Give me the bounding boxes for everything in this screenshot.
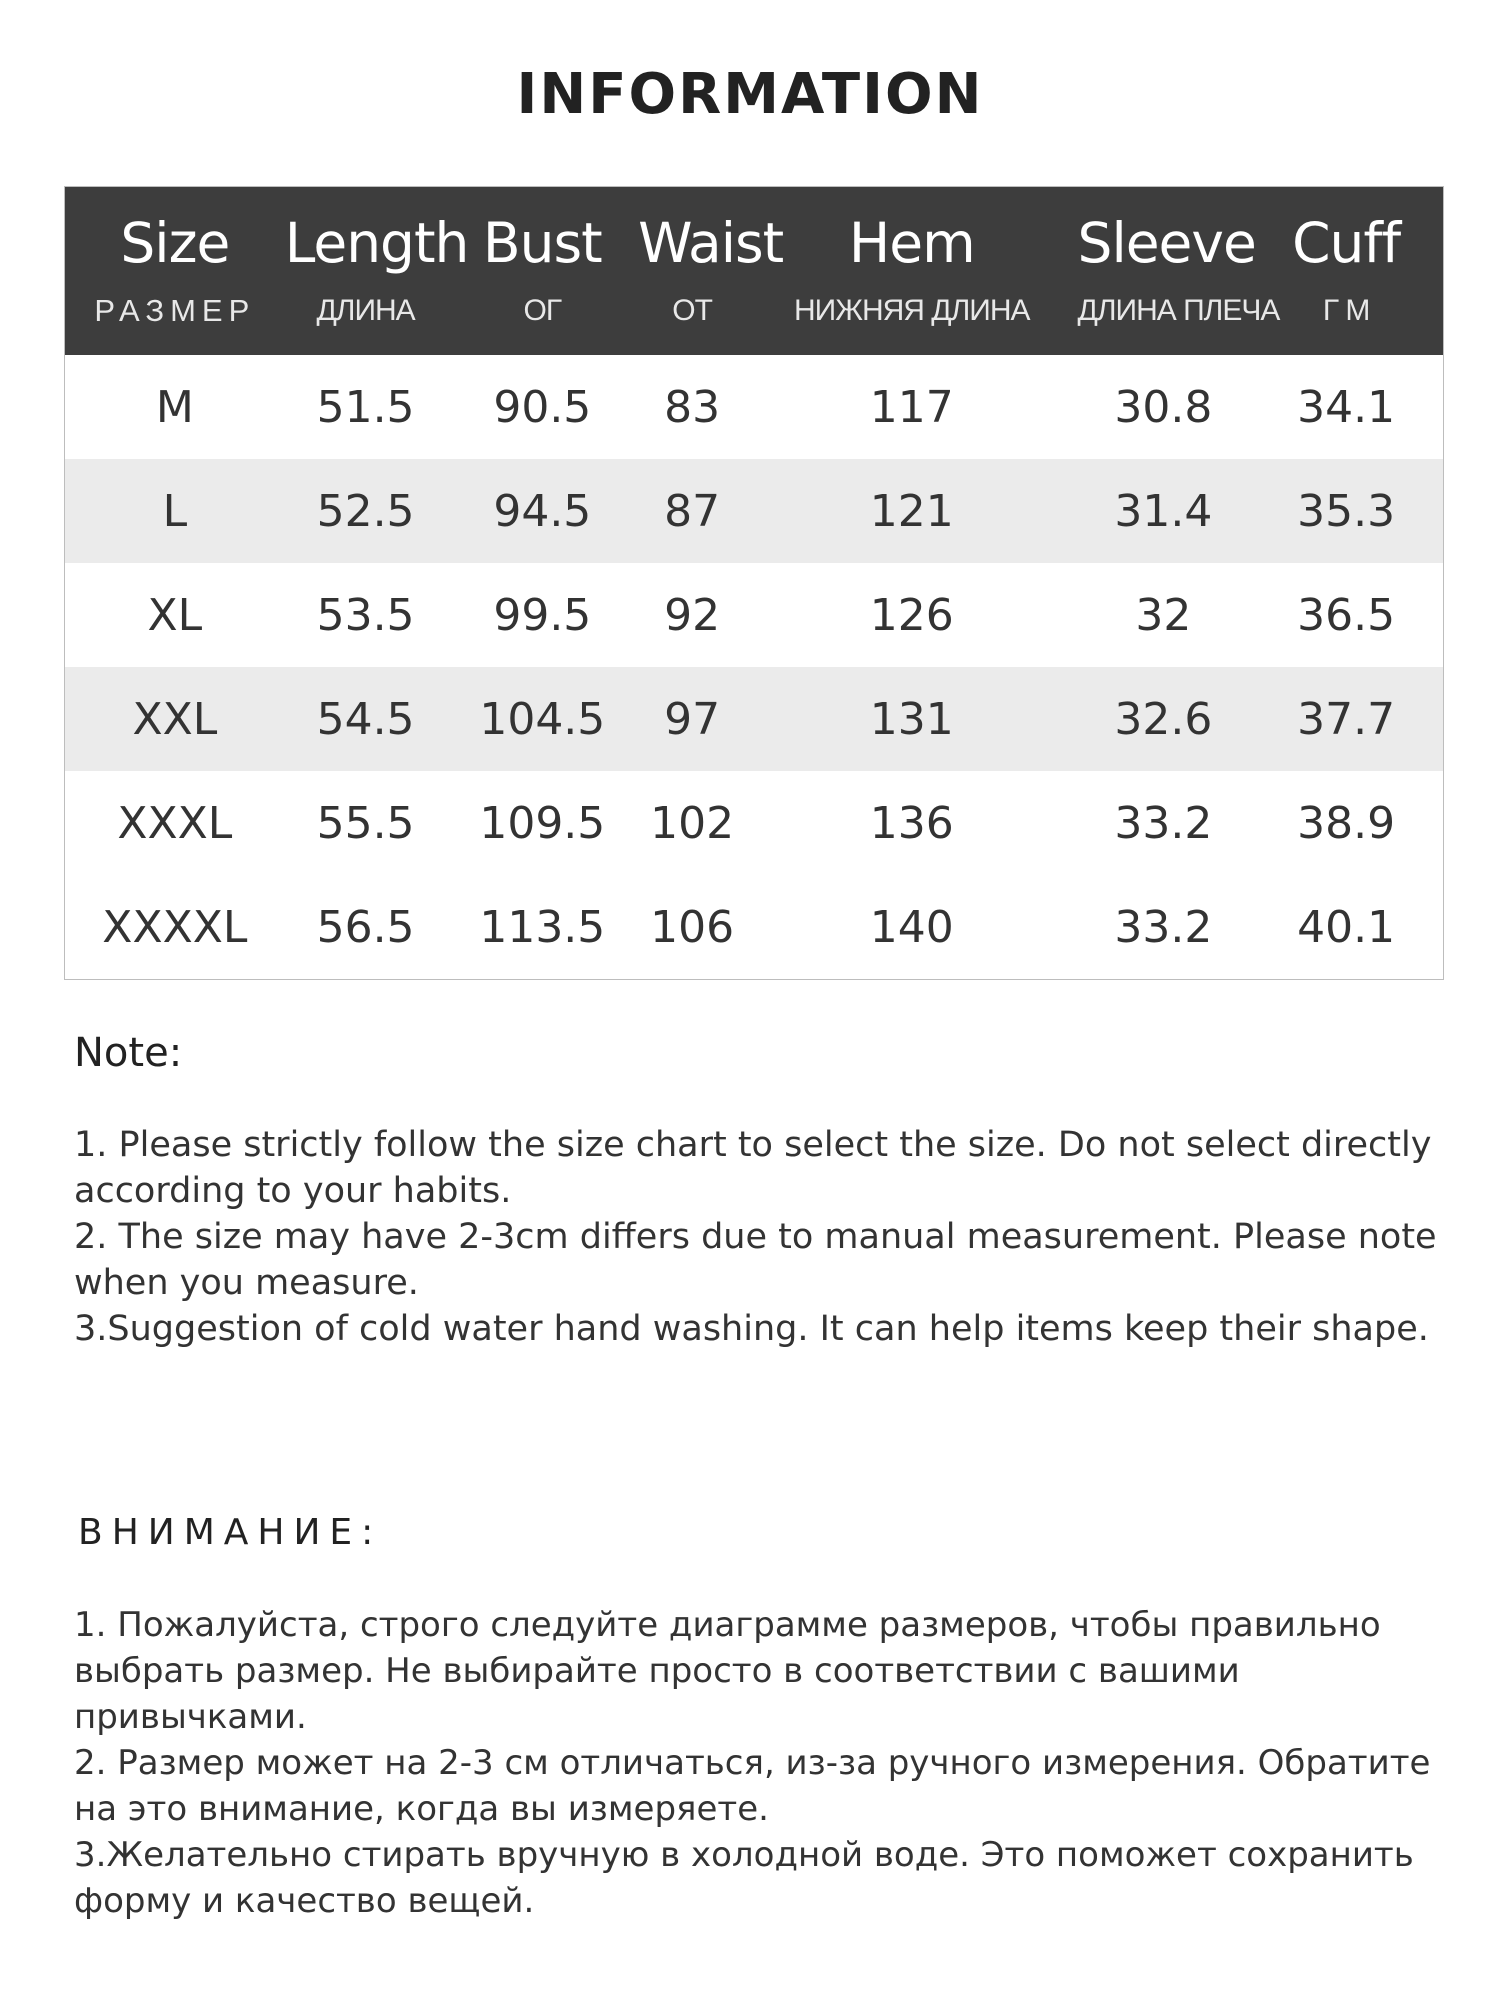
cell-waist: 97	[664, 693, 721, 745]
header-waist	[638, 187, 784, 355]
cell-size: XXL	[132, 693, 218, 745]
note-heading: Note:	[74, 1030, 183, 1076]
table-row	[65, 563, 1443, 667]
header-cuff	[1249, 187, 1443, 355]
header-label-en: Waist	[638, 211, 784, 275]
header-hem	[746, 187, 1078, 355]
cell-bust: 99.5	[493, 589, 592, 641]
cell-sleeve: 32	[1135, 589, 1192, 641]
cell-cuff: 36.5	[1297, 589, 1396, 641]
size-table	[64, 186, 1444, 980]
cell-length: 55.5	[316, 797, 415, 849]
note-list	[74, 1122, 1454, 1352]
note-item: 1. Please strictly follow the size chart to select the size. Do not select directly according to your habits.	[74, 1125, 1432, 1211]
cell-waist: 106	[650, 901, 735, 953]
cell-hem: 126	[869, 589, 954, 641]
header-label-en: Bust	[482, 211, 602, 275]
cell-sleeve: 33.2	[1114, 797, 1213, 849]
cell-size: M	[155, 381, 194, 433]
cell-length: 52.5	[316, 485, 415, 537]
attention-list	[74, 1602, 1464, 1924]
header-label-ru: Г М	[1322, 294, 1370, 327]
cell-bust: 104.5	[479, 693, 606, 745]
cell-hem: 121	[869, 485, 954, 537]
cell-hem: 136	[869, 797, 954, 849]
cell-size: XL	[147, 589, 203, 641]
cell-length: 56.5	[316, 901, 415, 953]
cell-bust: 94.5	[493, 485, 592, 537]
cell-cuff: 37.7	[1297, 693, 1396, 745]
header-label-ru: ОТ	[672, 294, 712, 327]
attention-item: 2. Размер может на 2-3 см отличаться, из-за ручного измерения. Обратите на это внимание, когда вы измеряете.	[74, 1743, 1431, 1829]
table-row	[65, 667, 1443, 771]
cell-sleeve: 30.8	[1114, 381, 1213, 433]
cell-length: 53.5	[316, 589, 415, 641]
cell-sleeve: 31.4	[1114, 485, 1213, 537]
note-item: 3.Suggestion of cold water hand washing. It can help items keep their shape.	[74, 1309, 1429, 1349]
header-bust	[446, 187, 638, 355]
cell-cuff: 40.1	[1297, 901, 1396, 953]
cell-waist: 92	[664, 589, 721, 641]
header-size	[65, 187, 285, 355]
page-title: INFORMATION	[516, 62, 984, 127]
cell-waist: 83	[664, 381, 721, 433]
cell-bust: 109.5	[479, 797, 606, 849]
header-label-en: Hem	[848, 211, 975, 275]
cell-size: XXXL	[117, 797, 233, 849]
header-length	[284, 187, 469, 355]
header-label-en: Length	[284, 211, 469, 275]
cell-length: 51.5	[316, 381, 415, 433]
header-sleeve	[1077, 187, 1280, 355]
header-label-en: Cuff	[1292, 211, 1401, 275]
cell-waist: 87	[664, 485, 721, 537]
cell-sleeve: 33.2	[1114, 901, 1213, 953]
attention-item: 3.Желательно стирать вручную в холодной воде. Это поможет сохранить форму и качество вещей.	[74, 1835, 1414, 1921]
table-row	[65, 875, 1443, 979]
header-label-en: Size	[120, 211, 230, 275]
cell-hem: 140	[869, 901, 954, 953]
note-item: 2. The size may have 2-3cm differs due to manual measurement. Please note when you measure.	[74, 1217, 1437, 1303]
header-label-ru: ДЛИНА	[316, 294, 415, 327]
cell-size: XXXXL	[102, 901, 248, 953]
cell-bust: 113.5	[479, 901, 606, 953]
cell-bust: 90.5	[493, 381, 592, 433]
header-label-ru: РАЗМЕР	[94, 293, 256, 328]
table-header	[65, 187, 1443, 355]
attention-item: 1. Пожалуйста, строго следуйте диаграмме размеров, чтобы правильно выбрать размер. Не выбирайте просто в соответствии с вашими привычками.	[74, 1605, 1381, 1737]
cell-cuff: 35.3	[1297, 485, 1396, 537]
cell-sleeve: 32.6	[1114, 693, 1213, 745]
cell-hem: 117	[869, 381, 954, 433]
header-label-ru: ДЛИНА ПЛЕЧА	[1077, 294, 1280, 327]
cell-cuff: 38.9	[1297, 797, 1396, 849]
cell-waist: 102	[650, 797, 735, 849]
table-row	[65, 355, 1443, 459]
cell-hem: 131	[869, 693, 954, 745]
table-row	[65, 459, 1443, 563]
header-label-ru: НИЖНЯЯ ДЛИНА	[794, 294, 1030, 327]
attention-heading: ВНИМАНИЕ:	[78, 1512, 383, 1553]
header-label-ru: ОГ	[523, 294, 562, 327]
table-row	[65, 771, 1443, 875]
cell-length: 54.5	[316, 693, 415, 745]
header-label-en: Sleeve	[1077, 211, 1256, 275]
cell-cuff: 34.1	[1297, 381, 1396, 433]
cell-size: L	[162, 485, 188, 537]
